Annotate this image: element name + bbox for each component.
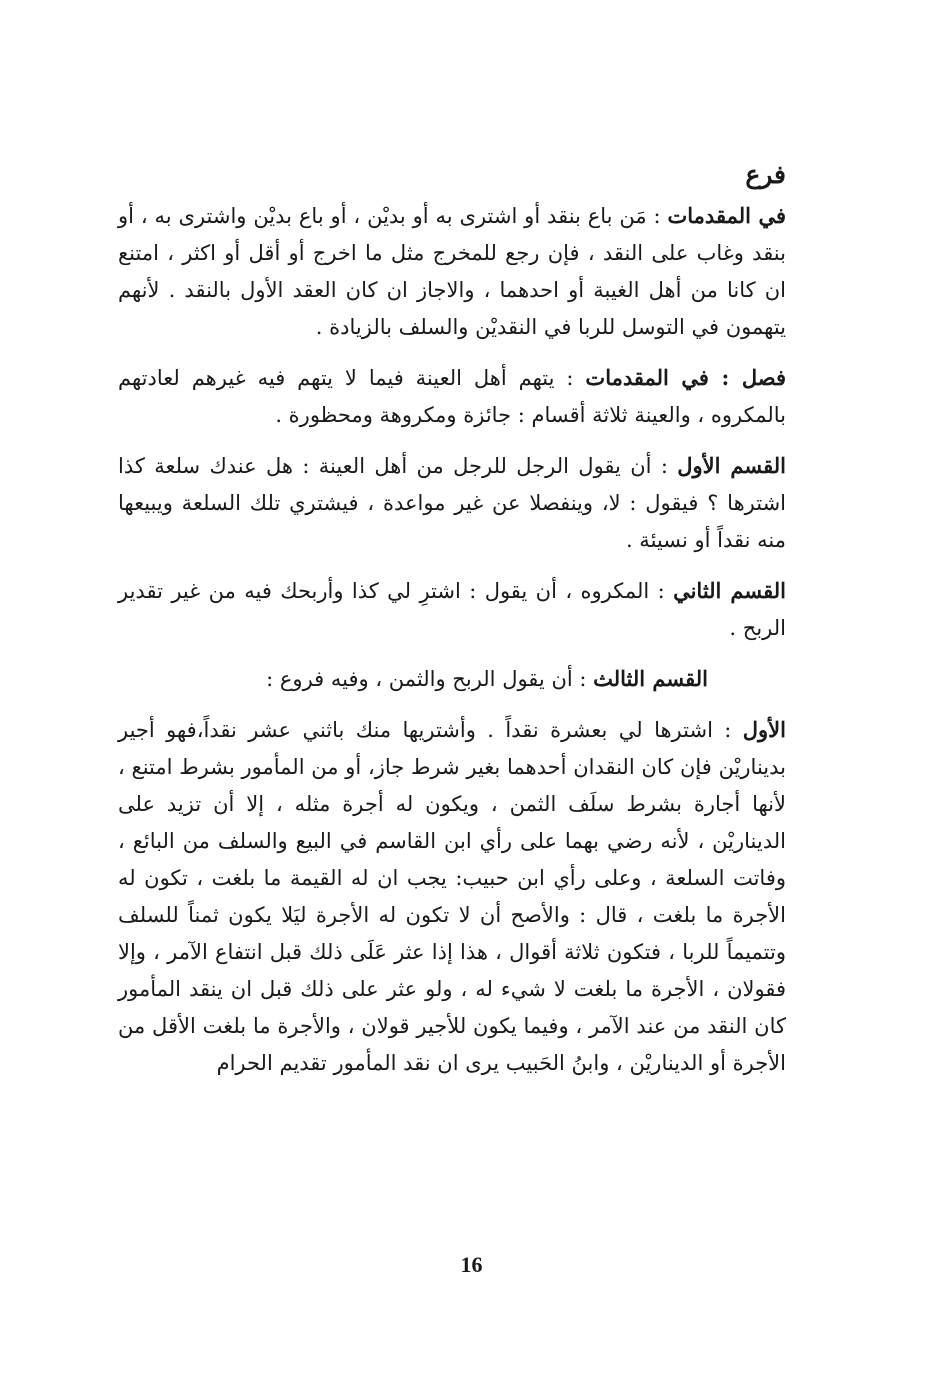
paragraph-3 [118,447,786,559]
paragraph-3-body: : أن يقول الرجل للرجل من أهل العينة : هل عندك سلعة كذا اشترها ؟ فيقول : لا، وينفصلا عن غير مواعدة ، فيشتري تلك السلعة ويبيعها منه نقداً أو نسيئة . [118,454,786,552]
paragraph-6-body: : اشترها لي بعشرة نقداً . وأشتريها منك باثني عشر نقداً،فهو أجير بديناريْن فإن كان النقدان أحدهما بغير شرط جاز، أو من المأمور بشرط امتنع ، لأنها أجارة بشرط سلَف الثمن ، ويكون له أجرة مثله ، إلا أن تزيد على الديناريْن ، لأنه رضي بهما على رأي ابن القاسم في البيع والسلف من البائع ، وفاتت السلعة ، وعلى رأي ابن حبيب: يجب ان له القيمة ما بلغت ، تكون له الأجرة ما بلغت ، قال : والأصح أن لا تكون له الأجرة ليَلا يكون ثمناً للسلف وتتميماً للربا ، فتكون ثلاثة أقوال ، هذا إذا عثر عَلَى ذلك قبل انتفاع الآمر ، وإلا فقولان ، الأجرة ما بلغت لا شيء له ، ولو عثر على ذلك قبل ان ينقد المأمور كان النقد من عند الآمر ، وفيما يكون للأجير قولان ، والأجرة ما بلغت الأقل من الأجرة أو الديناريْن ، وابنُ الحَبيب يرى ان نقد المأمور تقديم الحرام [118,718,786,1075]
paragraph-4-body: : المكروه ، أن يقول : اشترِ لي كذا وأربحك فيه من غير تقدير الربح . [118,579,786,640]
paragraph-6-lead: الأول [742,717,786,742]
section-heading: فرع [745,160,786,189]
paragraph-1 [118,197,786,346]
paragraph-4-lead: القسم الثاني [673,578,786,603]
paragraph-5 [118,660,786,698]
page-number: 16 [460,1252,483,1277]
paragraph-2-lead: فصل : في المقدمات [585,365,786,390]
paragraph-4 [118,572,786,647]
text-block [118,155,786,1095]
paragraph-5-body: : أن يقول الربح والثمن ، وفيه فروع : [266,667,594,691]
paragraph-6 [118,711,786,1082]
paragraph-1-lead: في المقدمات [667,203,786,228]
paragraph-2-body: : يتهم أهل العينة فيما لا يتهم فيه غيرهم لعادتهم بالمكروه ، والعينة ثلاثة أقسام : جائزة ومكروهة ومحظورة . [118,366,786,427]
paragraph-3-lead: القسم الأول [677,453,786,478]
paragraph-2 [118,359,786,434]
paragraph-5-lead: القسم الثالث [593,666,708,691]
paragraph-1-body: : مَن باع بنقد أو اشترى به أو بديْن ، أو باع بديْن واشترى به ، أو بنقد وغاب على النقد ، فإن رجع للمخرج مثل ما اخرج أو أقل أو اكثر ، امتنع ان كانا من أهل الغيبة أو احدهما ، والاجاز ان كان العقد الأول بالنقد . لأنهم يتهمون في التوسل للربا في النقديْن والسلف بالزيادة . [118,204,786,339]
